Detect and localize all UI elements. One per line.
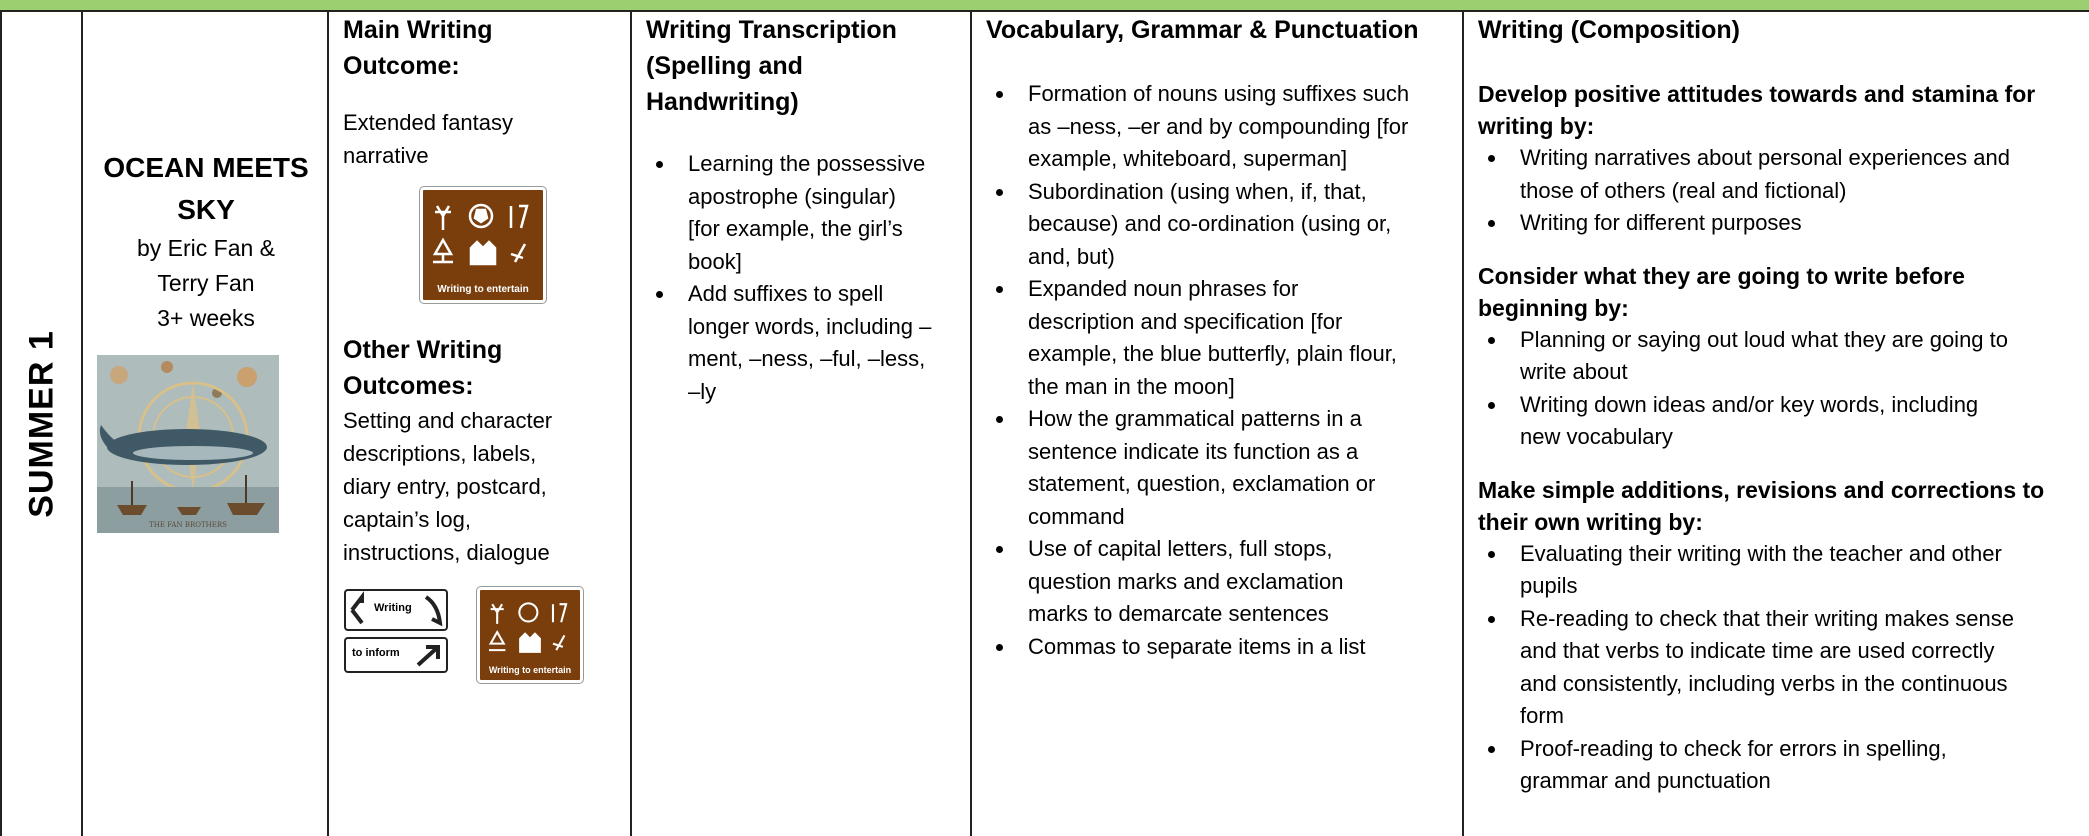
composition-list [1478, 142, 2073, 240]
entertainment-icons [423, 196, 543, 274]
svg-text:THE FAN BROTHERS: THE FAN BROTHERS [149, 521, 227, 529]
composition-list [1478, 324, 2073, 454]
list-item: How the grammatical patterns in a sentence indicate its function as a statement, question, exclamation or command [986, 403, 1452, 533]
composition-content [1478, 12, 2073, 798]
book-cover-illustration [97, 355, 279, 533]
composition-subheading: Develop positive attitudes towards and stamina for [1478, 81, 2036, 107]
writing-to-entertain-caption-small: Writing to entertain [488, 665, 572, 675]
list-item: Expanded noun phrases for description and specification [for example, the blue butterfly, plain flour, the man in the moon] [986, 273, 1452, 403]
list-item: Writing down ideas and/or key words, including new vocabulary [1478, 389, 2073, 454]
composition-subheading: beginning by: [1478, 294, 1629, 321]
header-band [0, 0, 2089, 12]
writing-to-inform-sign-top [344, 589, 448, 631]
book-cell [83, 12, 329, 836]
composition-subheading: Consider what they are going to write before [1478, 262, 1965, 289]
transcription-heading-line: Writing Transcription [646, 16, 897, 44]
list-item: Writing for different purposes [1478, 207, 2073, 240]
book-info [83, 147, 329, 533]
main-outcome-text-line1: Extended fantasy [343, 110, 514, 135]
up-right-arrow-icon [346, 639, 446, 671]
composition-cell [1464, 12, 2089, 836]
composition-group [1478, 260, 2073, 454]
writing-to-inform-sign-bottom [344, 637, 448, 673]
composition-subheading: writing by: [1478, 113, 1595, 139]
list-item: Evaluating their writing with the teacher and other pupils [1478, 538, 2073, 603]
book-cover-image [97, 355, 279, 533]
transcription-content [646, 12, 960, 408]
main-outcome-text-line2: narrative [343, 143, 429, 168]
composition-group [1478, 78, 2073, 240]
writing-to-inform-bottom-text: to inform [352, 647, 400, 659]
vgp-cell [972, 12, 1464, 836]
composition-subheading: Make simple additions, revisions and corrections to [1478, 476, 2045, 503]
list-item: Use of capital letters, full stops, question marks and exclamation marks to demarcate sentences [986, 533, 1452, 631]
composition-heading: Writing (Composition) [1478, 16, 1740, 44]
list-item: Writing narratives about personal experiences and those of others (real and fictional) [1478, 142, 2073, 207]
other-outcome-line: descriptions, labels, [343, 441, 537, 466]
writing-to-entertain-sign-small [477, 587, 583, 683]
vgp-content [986, 12, 1452, 663]
term-cell [0, 12, 83, 836]
outcomes-cell [329, 12, 632, 836]
other-outcome-line: Setting and character [343, 408, 553, 433]
list-item: Planning or saying out loud what they are going to write about [1478, 324, 2073, 389]
other-outcome-line: captain’s log, [343, 507, 472, 532]
transcription-heading-line: Handwriting) [646, 88, 799, 116]
list-item: Commas to separate items in a list [986, 631, 1452, 664]
composition-subheading: their own writing by: [1478, 508, 1703, 535]
book-author-line2: Terry Fan [157, 270, 255, 296]
list-item: Formation of nouns using suffixes such as –ness, –er and by compounding [for example, whiteboard, superman] [986, 78, 1452, 176]
other-outcomes-heading-line1: Other Writing [343, 336, 503, 364]
writing-to-entertain-sign [420, 187, 546, 303]
transcription-list [646, 148, 960, 408]
list-item: Add suffixes to spell longer words, including – ment, –ness, –ful, –less, –ly [646, 278, 960, 408]
book-title-line1: OCEAN MEETS [103, 152, 309, 183]
writing-to-inform-top-text: Writing [374, 602, 412, 614]
other-outcome-line: instructions, dialogue [343, 540, 550, 565]
term-label: SUMMER 1 [22, 330, 60, 518]
curriculum-table [0, 12, 2089, 836]
list-item: Re-reading to check that their writing makes sense and that verbs to indicate time are used correctly and consistently, including verbs in the continuous form [1478, 603, 2073, 733]
main-outcome [343, 12, 620, 172]
list-item: Subordination (using when, if, that, because) and co-ordination (using or, and, but) [986, 176, 1452, 274]
other-outcome-line: diary entry, postcard, [343, 474, 547, 499]
vgp-heading: Vocabulary, Grammar & Punctuation [986, 16, 1419, 44]
composition-list [1478, 538, 2073, 798]
entertainment-icons-small [480, 596, 580, 660]
main-outcome-heading-line2: Outcome: [343, 52, 460, 80]
writing-to-entertain-caption: Writing to entertain [437, 284, 529, 295]
list-item: Learning the possessive apostrophe (singular) [for example, the girl’s book] [646, 148, 960, 278]
transcription-cell [632, 12, 972, 836]
other-outcomes [343, 332, 620, 569]
vgp-list [986, 78, 1452, 663]
list-item: Proof-reading to check for errors in spelling, grammar and punctuation [1478, 733, 2073, 798]
main-outcome-heading-line1: Main Writing [343, 16, 493, 44]
other-outcomes-heading-line2: Outcomes: [343, 372, 474, 400]
transcription-heading-line: (Spelling and [646, 52, 803, 80]
book-title-line2: SKY [177, 194, 235, 225]
composition-group [1478, 474, 2073, 798]
book-duration: 3+ weeks [157, 305, 255, 331]
book-author-line1: by Eric Fan & [136, 235, 276, 261]
